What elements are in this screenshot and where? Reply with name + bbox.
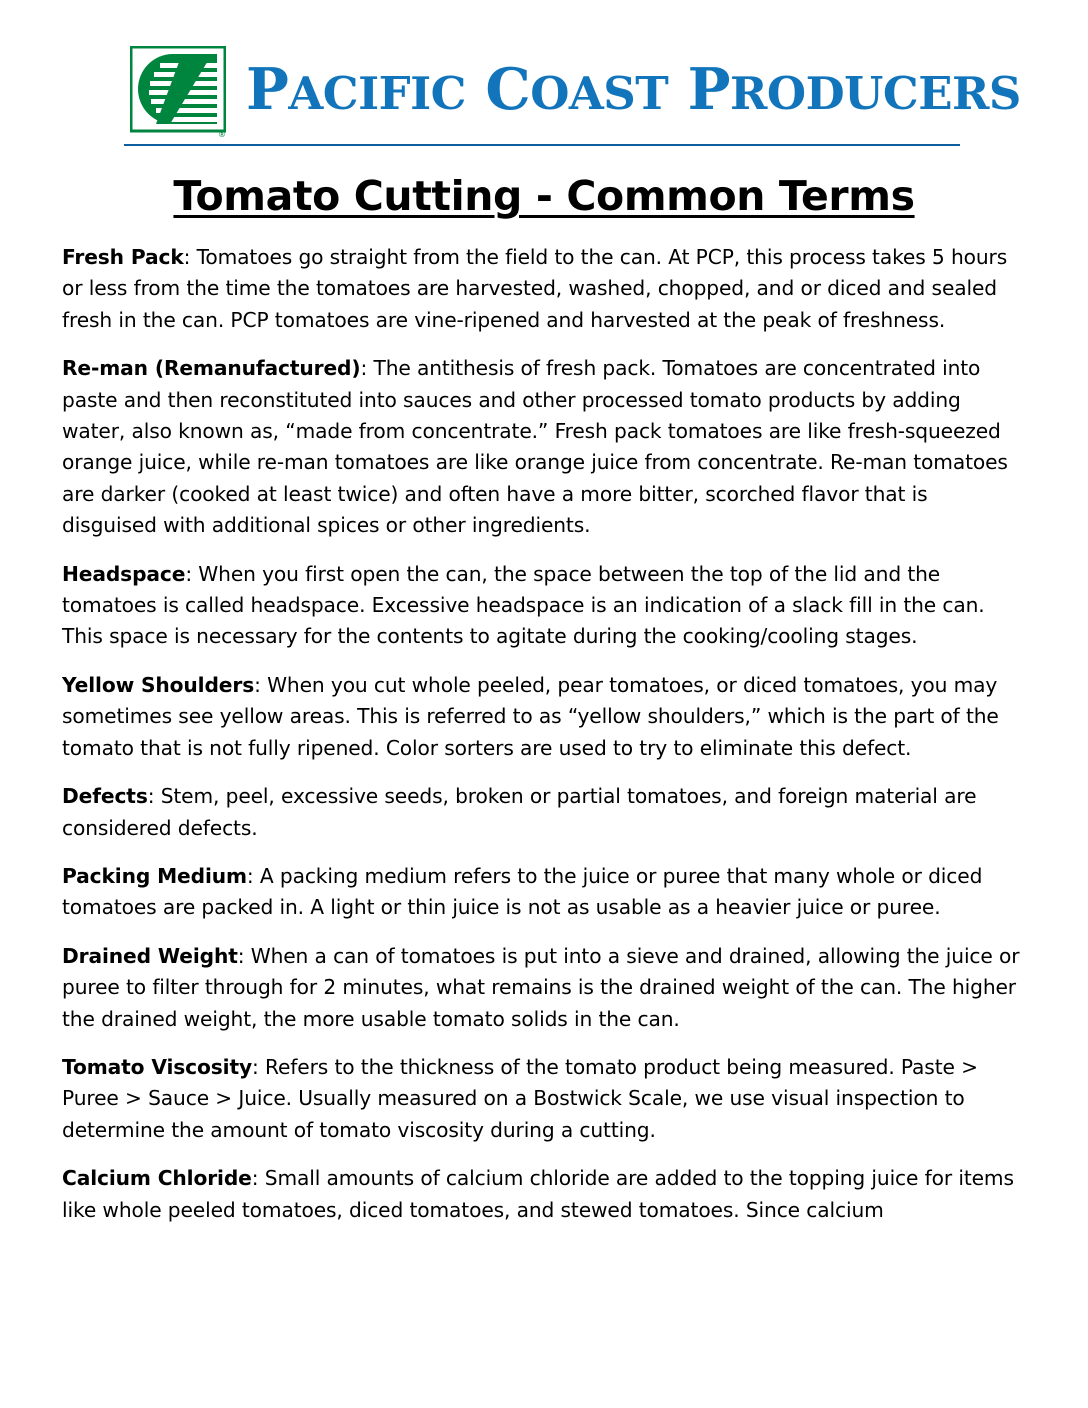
brand-word-c: C: [465, 55, 531, 123]
term-definition: : A packing medium refers to the juice or puree that many whole or diced tomatoes are packed in. A light or thin juice is not as usable as a heavier juice or puree.: [62, 863, 983, 920]
brand-word-oast: OAST: [530, 66, 669, 120]
term-label: Defects: [62, 784, 148, 809]
term-label: Packing Medium: [62, 863, 247, 888]
term-label: Headspace: [62, 561, 186, 586]
term-definition: : The antithesis of fresh pack. Tomatoes are concentrated into paste and then reconstituted into sauces and other processed tomato products by adding water, also known as, “made from concentrate.” Fresh pack tomatoes are like fresh-squeezed orange juice, while re-man tomatoes are like orange juice from concentrate. Re-man tomatoes are darker (cooked at least twice) and often have a more bitter, scorched flavor that is disguised with additional spices or other ingredients.: [62, 356, 1008, 538]
term-definition: : When a can of tomatoes is put into a sieve and drained, allowing the juice or puree to filter through for 2 minutes, what remains is the drained weight of the can. The higher the drained weight, the more usable tomato solids in the can.: [62, 943, 1020, 1031]
term-paragraph-tomato-viscosity: [62, 1052, 1026, 1146]
term-paragraph-packing-medium: [62, 861, 1026, 924]
brand-word-roducers: RODUCERS: [730, 66, 1021, 120]
term-label: Drained Weight: [62, 943, 238, 968]
term-paragraph-re-man: [62, 353, 1026, 541]
term-paragraph-drained-weight: [62, 941, 1026, 1035]
term-paragraph-yellow-shoulders: [62, 670, 1026, 764]
svg-text:®: ®: [218, 130, 226, 138]
brand-word-p2: P: [668, 55, 731, 123]
brand-word-acific: ACIFIC: [288, 66, 466, 120]
brand-word-p1: P: [246, 55, 289, 123]
brand-wordmark: [246, 55, 1021, 124]
term-label: Fresh Pack: [62, 245, 184, 269]
document-header: [62, 46, 1026, 138]
term-definition: : When you cut whole peeled, pear tomatoes, or diced tomatoes, you may sometimes see yellow areas. This is referred to as “yellow shoulders,” which is the part of the tomato that is not fully ripened. Color sorters are used to try to eliminate this defect.: [62, 672, 999, 760]
term-label: Re-man (Remanufactured): [62, 356, 361, 381]
term-paragraph-headspace: [62, 559, 1026, 653]
document-body: [62, 242, 1026, 1226]
term-paragraph-calcium-chloride: [62, 1163, 1026, 1226]
term-paragraph-fresh-pack: [62, 242, 1026, 336]
term-label: Yellow Shoulders: [62, 672, 255, 697]
term-definition: : When you first open the can, the space between the top of the lid and the tomatoes is called headspace. Excessive headspace is an indication of a slack fill in the can. This space is necessary for the contents to agitate during the cooking/cooling stages.: [62, 561, 985, 649]
term-label: Tomato Viscosity: [62, 1054, 253, 1079]
term-definition: : Stem, peel, excessive seeds, broken or partial tomatoes, and foreign material are considered defects.: [62, 784, 977, 840]
term-definition: : Refers to the thickness of the tomato product being measured. Paste > Puree > Sauce > Juice. Usually measured on a Bostwick Scale, we use visual inspection to determine the amount of tomato viscosity during a cutting.: [62, 1054, 978, 1142]
term-definition: : Small amounts of calcium chloride are added to the topping juice for items like whole peeled tomatoes, diced tomatoes, and stewed tomatoes. Since calcium: [62, 1166, 1014, 1222]
page-title: Tomato Cutting - Common Terms: [173, 172, 915, 220]
term-label: Calcium Chloride: [62, 1166, 252, 1191]
header-divider: [124, 144, 960, 146]
term-paragraph-defects: [62, 781, 1026, 844]
pacific-coast-producers-logo-icon: [130, 46, 226, 138]
term-definition: : Tomatoes go straight from the field to the can. At PCP, this process takes 5 hours or less from the time the tomatoes are harvested, washed, chopped, and or diced and sealed fresh in the can. PCP tomatoes are vine-ripened and harvested at the peak of freshness.: [62, 245, 1008, 332]
